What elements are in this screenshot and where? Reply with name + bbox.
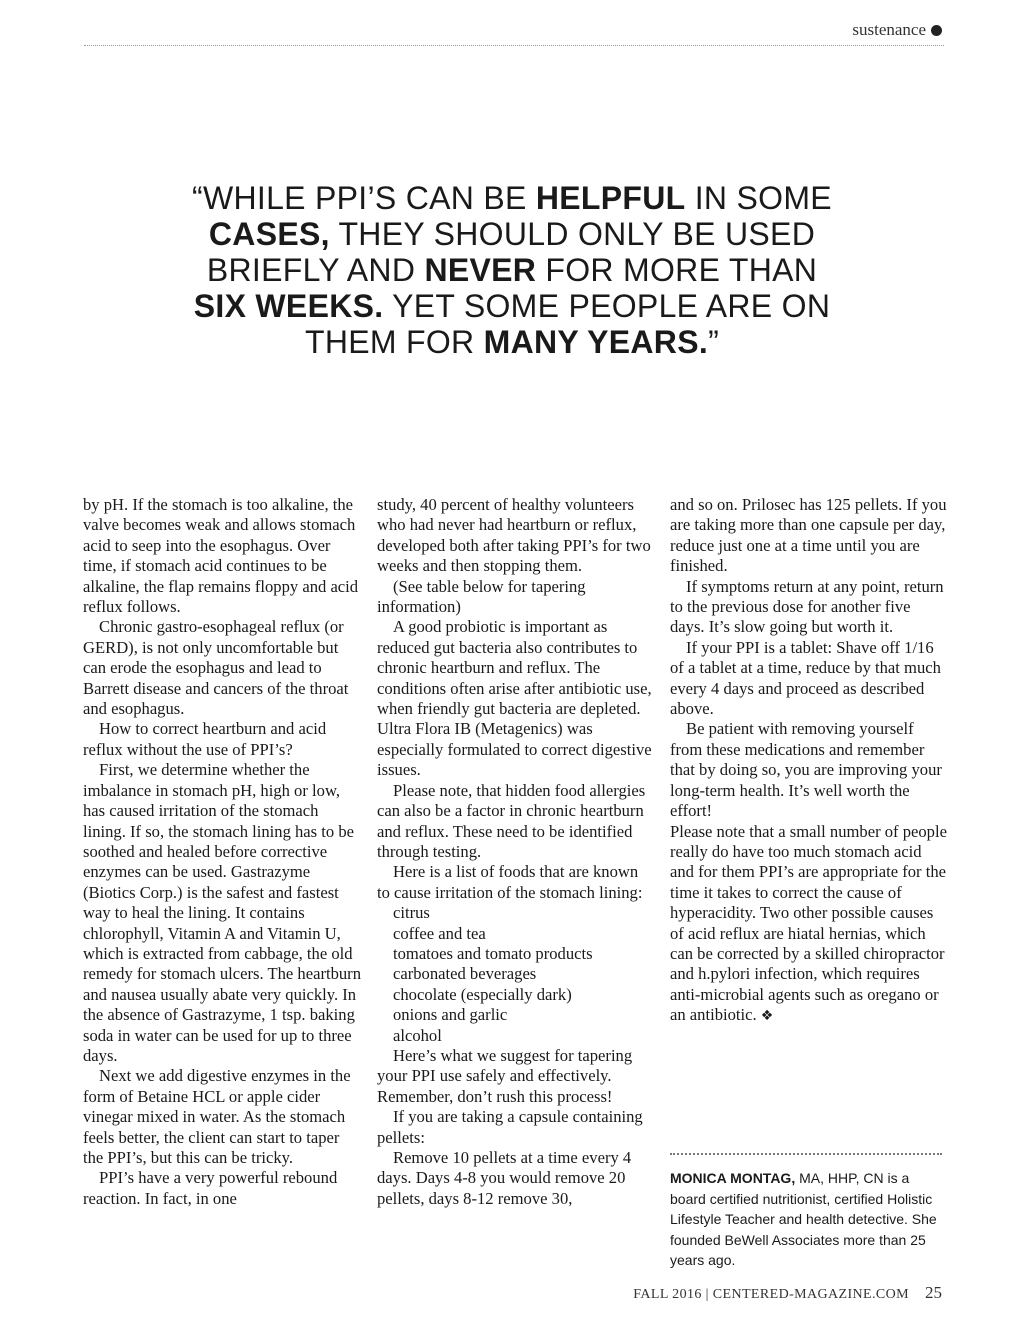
page-number: 25 [925,1283,942,1302]
article-paragraph [83,495,361,617]
section-label [852,20,942,40]
header-divider [84,45,944,46]
quote-emphasis: CASES, [208,216,330,252]
author-bio [670,1168,946,1271]
paragraph-text: chocolate (especially dark) [393,984,572,1004]
paragraph-text: and so on. Prilosec has 125 pellets. If you are taking more than one capsule per day, reduce just one at a time until you are finished. [670,495,947,576]
paragraph-text: If symptoms return at any point, return to the previous dose for another five days. It’s slow going but worth it. [670,576,944,637]
article-paragraph [377,1107,655,1148]
food-list-item [377,1026,655,1046]
paragraph-text: alcohol [393,1025,442,1045]
paragraph-text: How to correct heartburn and acid reflux without the use of PPI’s? [83,719,327,759]
food-list-item [377,944,655,964]
article-paragraph [377,781,655,863]
article-paragraph [670,577,948,638]
article-paragraph [83,760,361,1066]
article-column-2 [377,495,655,1209]
paragraph-text: Be patient with removing yourself from these medications and remember that by doing so, you are improving your long-term health. It’s well worth the effort! [670,719,942,821]
quote-text: THEY SHOULD ONLY BE USED BRIEFLY AND [206,216,816,288]
bullet-icon [931,25,942,36]
paragraph-text: Remove 10 pellets at a time every 4 days. Days 4-8 you would remove 20 pellets, days 8-12 remove 30, [377,1148,632,1208]
footer-issue: FALL 2016 | CENTERED-MAGAZINE.COM [633,1287,909,1302]
quote-emphasis: MANY YEARS. [483,324,709,360]
paragraph-text: First, we determine whether the imbalance in stomach pH, high or low, has caused irritation of the stomach lining. If so, the stomach lining has to be soothed and healed before corrective enzymes can be used. Gastrazyme (Biotics Corp.) is the safest and fastest way to heal the lining. It contains chlorophyll, Vitamin A and Vitamin U, which is extracted from cabbage, the old remedy for stomach ulcers. The heartburn and nausea usually abate very quickly. In the absence of Gastrazyme, 1 tsp. baking soda in water can be used for up to three days. [83,760,361,1065]
paragraph-text: Please note, that hidden food allergies can also be a factor in chronic heartburn and reflux. These need to be identified through testing. [377,780,646,861]
article-paragraph [83,1168,361,1209]
article-paragraph [670,719,948,821]
paragraph-text: If you are taking a capsule containing pellets: [377,1107,643,1147]
bio-divider [670,1153,942,1155]
article-paragraph [83,719,361,760]
paragraph-text: by pH. If the stomach is too alkaline, the valve becomes weak and allows stomach acid to seep into the esophagus. Over time, if stomach acid continues to be alkaline, the flap remains floppy and acid reflux follows. [83,495,359,617]
quote-text: ” [708,324,720,360]
paragraph-text: Here is a list of foods that are known to cause irritation of the stomach lining: [377,862,643,902]
food-list-item [377,903,655,923]
quote-emphasis: NEVER [424,252,537,288]
pull-quote [190,180,834,360]
paragraph-text: coffee and tea [393,923,486,943]
section-name: sustenance [852,20,926,39]
food-list-item [377,964,655,984]
paragraph-text: A good probiotic is important as reduced gut bacteria also contributes to chronic heartburn and reflux. The conditions often arise after antibiotic use, when friendly gut bacteria are depleted. Ultra Flora IB (Metagenics) was especially formulated to correct digestive issues. [377,617,652,780]
article-paragraph [670,638,948,720]
quote-text: IN SOME [685,180,832,216]
article-column-3 [670,495,948,1027]
quote-text: FOR MORE THAN [536,252,818,288]
author-name: MONICA MONTAG, [670,1170,796,1186]
paragraph-text: tomatoes and tomato products [393,943,593,963]
paragraph-text: study, 40 percent of healthy volunteers who had never had heartburn or reflux, developed both after taking PPI’s for two weeks and then stopping them. [377,495,651,576]
paragraph-text: onions and garlic [393,1005,508,1025]
article-paragraph [670,822,948,1027]
paragraph-text: (See table below for tapering information) [377,576,586,617]
food-list-item [377,985,655,1005]
article-paragraph [377,1046,655,1107]
article-paragraph [377,495,655,577]
paragraph-text: PPI’s have a very powerful rebound reaction. In fact, in one [83,1168,338,1208]
quote-text: YET SOME PEOPLE ARE ON THEM FOR [304,288,831,360]
article-paragraph [83,1066,361,1168]
article-paragraph [377,577,655,618]
paragraph-text: carbonated beverages [393,964,537,984]
article-paragraph [377,862,655,903]
paragraph-text: Chronic gastro-esophageal reflux (or GERD), is not only uncomfortable but can erode the esophagus and lead to Barrett disease and cancers of the throat and esophagus. [83,617,349,719]
paragraph-text: If your PPI is a tablet: Shave off 1/16 of a tablet at a time, reduce by that much every 4 days and proceed as described above. [670,637,941,719]
paragraph-text: Here’s what we suggest for tapering your PPI use safely and effectively. Remember, don’t rush this process! [377,1045,633,1106]
quote-emphasis: HELPFUL [535,180,686,216]
paragraph-text: Next we add digestive enzymes in the form of Betaine HCL or apple cider vinegar mixed in water. As the stomach feels better, the client can start to taper the PPI’s, but this can be tricky. [83,1066,351,1167]
author-bio-text: MA, HHP, CN is a board certified nutritionist, certified Holistic Lifestyle Teacher and health detective. She founded BeWell Associates more than 25 years ago. [670,1170,937,1268]
quote-text: “WHILE PPI’S CAN BE [192,180,536,216]
food-list-item [377,924,655,944]
article-paragraph [83,617,361,719]
food-list-item [377,1005,655,1025]
paragraph-text: Please note that a small number of people really do have too much stomach acid and for them PPI’s are appropriate for the time it takes to correct the cause of hyperacidity. Two other possible causes of acid reflux are hiatal hernias, which can be corrected by a skilled chiropractor and h.pylori infection, which requires anti-microbial agents such as oregano or an antibiotic. [670,821,947,1025]
end-mark-icon: ❖ [760,1008,774,1025]
article-paragraph [377,1148,655,1209]
paragraph-text: citrus [393,903,430,923]
page-footer [633,1283,942,1303]
quote-emphasis: SIX WEEKS. [193,288,384,324]
article-paragraph [670,495,948,577]
article-column-1 [83,495,361,1209]
article-paragraph [377,617,655,780]
